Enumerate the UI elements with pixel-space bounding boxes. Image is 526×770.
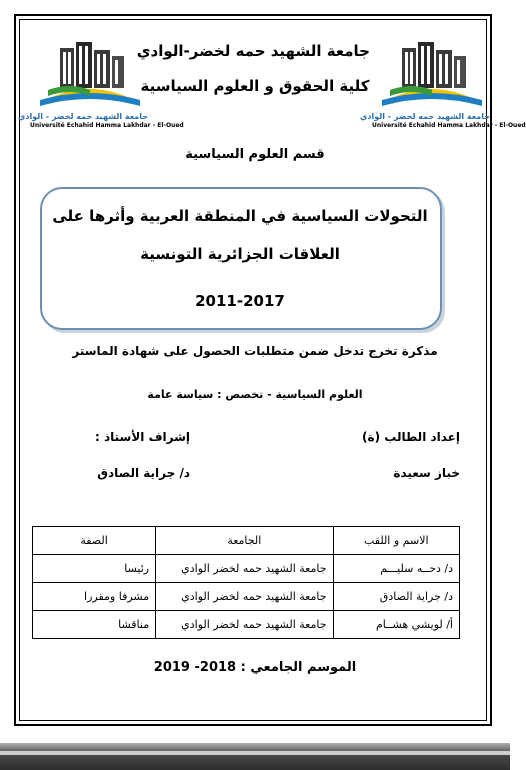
- logo-caption-ar: جامعة الشهيد حمه لخضر - الوادي: [360, 112, 490, 121]
- student-name: خباز سعيدة: [393, 466, 460, 480]
- academic-year: الموسم الجامعي : 2018- 2019: [153, 660, 357, 675]
- member-role: مشرفا ومقررا: [33, 583, 156, 611]
- member-university: جامعة الشهيد حمه لخضر الوادي: [156, 555, 333, 583]
- thesis-title-line2: العلاقات الجزائرية التونسية: [140, 245, 340, 263]
- prepared-by-label: إعداد الطالب (ة): [362, 430, 460, 444]
- member-name: د/ دحــه سليـــم: [333, 555, 459, 583]
- bottom-bar: [0, 743, 510, 770]
- table-header-row: [33, 527, 460, 555]
- member-university: جامعة الشهيد حمه لخضر الوادي: [156, 583, 333, 611]
- logo-caption-fr: Université Echahid Hamma Lakhdar - El-Oued: [30, 122, 184, 129]
- header-university: الجامعة: [156, 527, 333, 555]
- header-role: الصفة: [33, 527, 156, 555]
- table-row: [33, 611, 460, 639]
- university-building-icon: [30, 40, 148, 118]
- supervisor-label: إشراف الأستاذ :: [95, 430, 190, 444]
- specialization: العلوم السياسية - تخصص : سياسة عامة: [147, 388, 363, 401]
- committee-table: [32, 526, 460, 639]
- thesis-period: 2011-2017: [195, 292, 285, 310]
- table-row: [33, 583, 460, 611]
- university-logo-left: [18, 40, 184, 129]
- header-name: الاسم و اللقب: [333, 527, 459, 555]
- logo-caption-fr: Université Echahid Hamma Lakhdar - El-Oued: [372, 122, 526, 129]
- member-role: مناقشا: [33, 611, 156, 639]
- member-name: أ/ لويشي هشــام: [333, 611, 459, 639]
- member-university: جامعة الشهيد حمه لخضر الوادي: [156, 611, 333, 639]
- degree-note: مذكرة تخرج تدخل ضمن متطلبات الحصول على شهادة الماستر: [72, 344, 438, 358]
- table-row: [33, 555, 460, 583]
- university-name: جامعة الشهيد حمه لخضر-الوادي: [136, 42, 370, 60]
- university-logo-right: [360, 40, 526, 129]
- university-building-icon: [372, 40, 490, 118]
- thesis-title-line1: التحولات السياسية في المنطقة العربية وأثرها على: [52, 207, 428, 225]
- member-role: رئيسا: [33, 555, 156, 583]
- member-name: د/ جراية الصادق: [333, 583, 459, 611]
- logo-caption-ar: جامعة الشهيد حمه لخضر - الوادي: [18, 112, 148, 121]
- department-name: قسم العلوم السياسية: [185, 147, 325, 162]
- faculty-name: كلية الحقوق و العلوم السياسية: [140, 77, 370, 95]
- supervisor-name: د/ جراية الصادق: [97, 466, 190, 480]
